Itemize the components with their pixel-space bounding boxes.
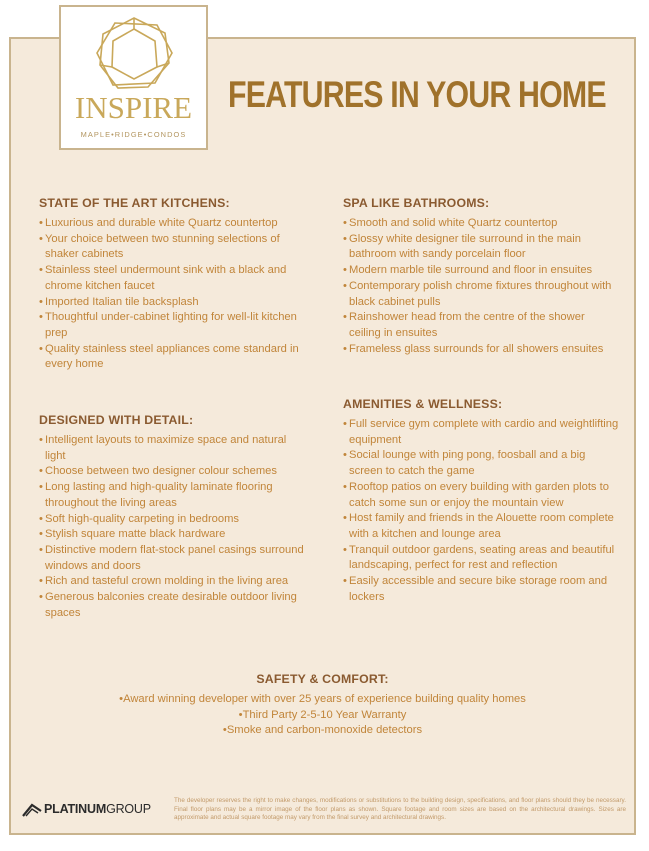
list-item: • Choose between two designer colour schemes (39, 464, 307, 480)
safety-section (9, 672, 636, 739)
list-item: • Host family and friends in the Alouette room complete with a kitchen and lounge area (343, 511, 619, 542)
list-item: • Thoughtful under-cabinet lighting for well-lit kitchen prep (39, 310, 304, 341)
disclaimer-text: The developer reserves the right to make changes, modifications or substitutions to the building design, specifications, and floor plans should they be necessary. Final floor plans may be a mirror image of the floor plans as shown. Square footage and room sizes are based on the architectural drawings. Sizes are approximate and actual square footage may vary from the final survey and architectural drawings. (174, 797, 626, 822)
inspire-logo (59, 5, 208, 150)
platinum-group-logo (22, 799, 154, 821)
bathrooms-heading: SPA LIKE BATHROOMS: (343, 196, 490, 210)
amenities-section (343, 397, 619, 605)
list-item: • Frameless glass surrounds for all showers ensuites (343, 342, 619, 358)
kitchens-heading: STATE OF THE ART KITCHENS: (39, 196, 230, 210)
list-item: •Award winning developer with over 25 years of experience building quality homes (119, 693, 526, 705)
list-item: • Rainshower head from the centre of the shower ceiling in ensuites (343, 310, 619, 341)
list-item: • Full service gym complete with cardio and weightlifting equipment (343, 417, 619, 448)
brand-bold: PLATINUM (44, 802, 107, 816)
list-item: • Glossy white designer tile surround in the main bathroom with sandy porcelain floor (343, 232, 619, 263)
list-item: • Long lasting and high-quality laminate flooring throughout the living areas (39, 480, 307, 511)
list-item: • Generous balconies create desirable outdoor living spaces (39, 590, 307, 621)
list-item: • Luxurious and durable white Quartz countertop (39, 216, 304, 232)
list-item: • Rooftop patios on every building with garden plots to catch some sun or enjoy the mountain view (343, 480, 619, 511)
list-item: • Easily accessible and secure bike storage room and lockers (343, 574, 619, 605)
list-item: • Soft high-quality carpeting in bedrooms (39, 512, 307, 528)
list-item: • Distinctive modern flat-stock panel casings surround windows and doors (39, 543, 307, 574)
list-item: • Intelligent layouts to maximize space and natural light (39, 433, 307, 464)
list-item: • Imported Italian tile backsplash (39, 295, 304, 311)
detail-section (39, 413, 307, 621)
list-item: • Tranquil outdoor gardens, seating areas and beautiful landscaping, perfect for rest and reflection (343, 543, 619, 574)
list-item: • Stainless steel undermount sink with a black and chrome kitchen faucet (39, 263, 304, 294)
detail-heading: DESIGNED WITH DETAIL: (39, 413, 194, 427)
list-item: •Smoke and carbon-monoxide detectors (222, 724, 423, 737)
list-item: • Smooth and solid white Quartz countertop (343, 216, 619, 232)
brand-rest: GROUP (106, 802, 151, 816)
geometric-gem-icon (93, 15, 175, 93)
logo-wordmark: INSPIRE (74, 90, 193, 125)
bathrooms-section (343, 196, 619, 357)
list-item: •Third Party 2-5-10 Year Warranty (238, 708, 407, 721)
list-item: • Quality stainless steel appliances come standard in every home (39, 342, 304, 373)
list-item: • Stylish square matte black hardware (39, 527, 307, 543)
safety-heading: SAFETY & COMFORT: (256, 672, 389, 686)
list-item: • Rich and tasteful crown molding in the living area (39, 574, 307, 590)
list-item: • Your choice between two stunning selections of shaker cabinets (39, 232, 304, 263)
page-title: FEATURES IN YOUR HOME (228, 74, 606, 115)
amenities-heading: AMENITIES & WELLNESS: (343, 397, 503, 411)
logo-tagline: MAPLE•RIDGE•CONDOS (80, 130, 187, 139)
list-item: • Contemporary polish chrome fixtures throughout with black cabinet pulls (343, 279, 619, 310)
list-item: • Social lounge with ping pong, foosball and a big screen to catch the game (343, 448, 619, 479)
list-item: • Modern marble tile surround and floor in ensuites (343, 263, 619, 279)
kitchens-section (39, 196, 304, 373)
roof-chevron-icon (22, 801, 42, 817)
